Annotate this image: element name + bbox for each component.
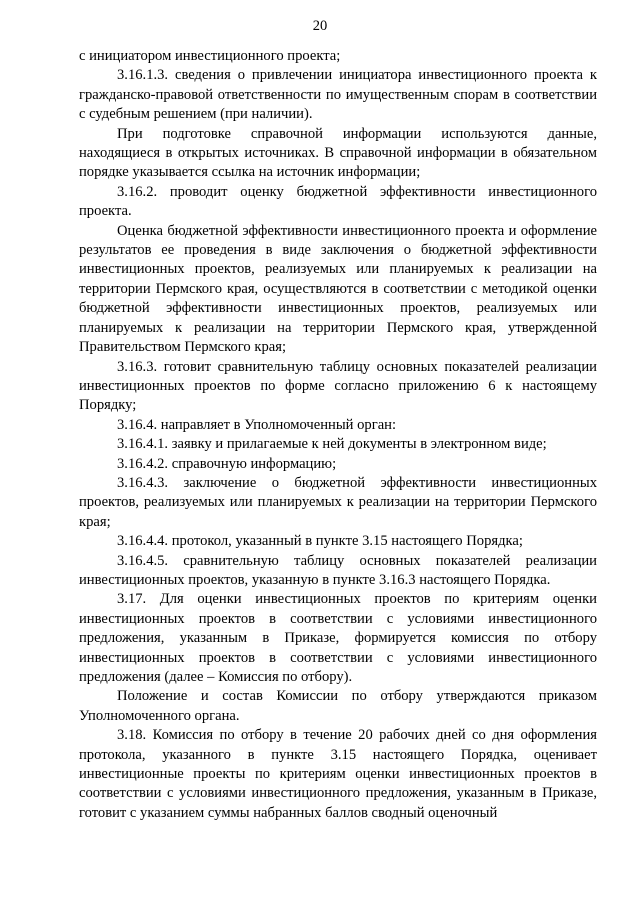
document-body <box>79 47 597 823</box>
paragraph: 3.16.4.5. сравнительную таблицу основных показателей реализации инвестиционных проектов, указанную в пункте 3.16.3 настоящего Порядка. <box>79 552 597 588</box>
page-number: 20 <box>312 18 328 34</box>
paragraph: Оценка бюджетной эффективности инвестиционного проекта и оформление результатов ее проведения в виде заключения о бюджетной эффективности инвестиционных проектов, реализуемых или планируемых к реализации на территории Пермского края, осуществляются в соответствии с методикой оценки бюджетной эффективности инвестиционных проектов, реализуемых или планируемых к реализации на территории Пермского края, утвержденной Правительством Пермского края; <box>79 222 597 356</box>
paragraph: 3.16.4.3. заключение о бюджетной эффективности инвестиционных проектов, реализуемых или планируемых к реализации на территории Пермского края; <box>79 474 597 530</box>
paragraph: 3.16.4.2. справочную информацию; <box>117 455 337 472</box>
paragraph: 3.16.3. готовит сравнительную таблицу основных показателей реализации инвестиционных проектов по форме согласно приложению 6 к настоящему Порядку; <box>79 358 597 414</box>
paragraph: 3.17. Для оценки инвестиционных проектов по критериям оценки инвестиционных проектов в соответствии с условиями инвестиционного предложения, указанным в Приказе, формируется комиссия по отбору инвестиционных проектов в соответствии с условиями инвестиционного предложения (далее – Комиссия по отбору). <box>79 591 597 685</box>
paragraph: 3.16.1.3. сведения о привлечении инициатора инвестиционного проекта к гражданско-правовой ответственности по имущественным спорам в соответствии с судебным решением (при наличии). <box>79 67 597 123</box>
paragraph: При подготовке справочной информации используются данные, находящиеся в открытых источниках. В справочной информации в обязательном порядке указывается ссылка на источник информации; <box>79 125 597 181</box>
paragraph: 3.16.4.1. заявку и прилагаемые к ней документы в электронном виде; <box>117 436 547 453</box>
paragraph: 3.16.2. проводит оценку бюджетной эффективности инвестиционного проекта. <box>79 183 597 220</box>
paragraph: с инициатором инвестиционного проекта; <box>79 48 341 64</box>
paragraph: 3.16.4.4. протокол, указанный в пункте 3.15 настоящего Порядка; <box>117 533 523 550</box>
paragraph: Положение и состав Комиссии по отбору утверждаются приказом Уполномоченного органа. <box>79 688 597 724</box>
paragraph: 3.16.4. направляет в Уполномоченный орган: <box>117 416 397 433</box>
paragraph: 3.18. Комиссия по отбору в течение 20 рабочих дней со дня оформления протокола, указанного в пункте 3.15 настоящего Порядка, оценивает инвестиционные проекты по критериям оценки инвестиционных проектов в соответствии с условиями инвестиционного предложения, указанным в Приказе, готовит с указанием суммы набранных баллов сводный оценочный <box>79 727 597 821</box>
